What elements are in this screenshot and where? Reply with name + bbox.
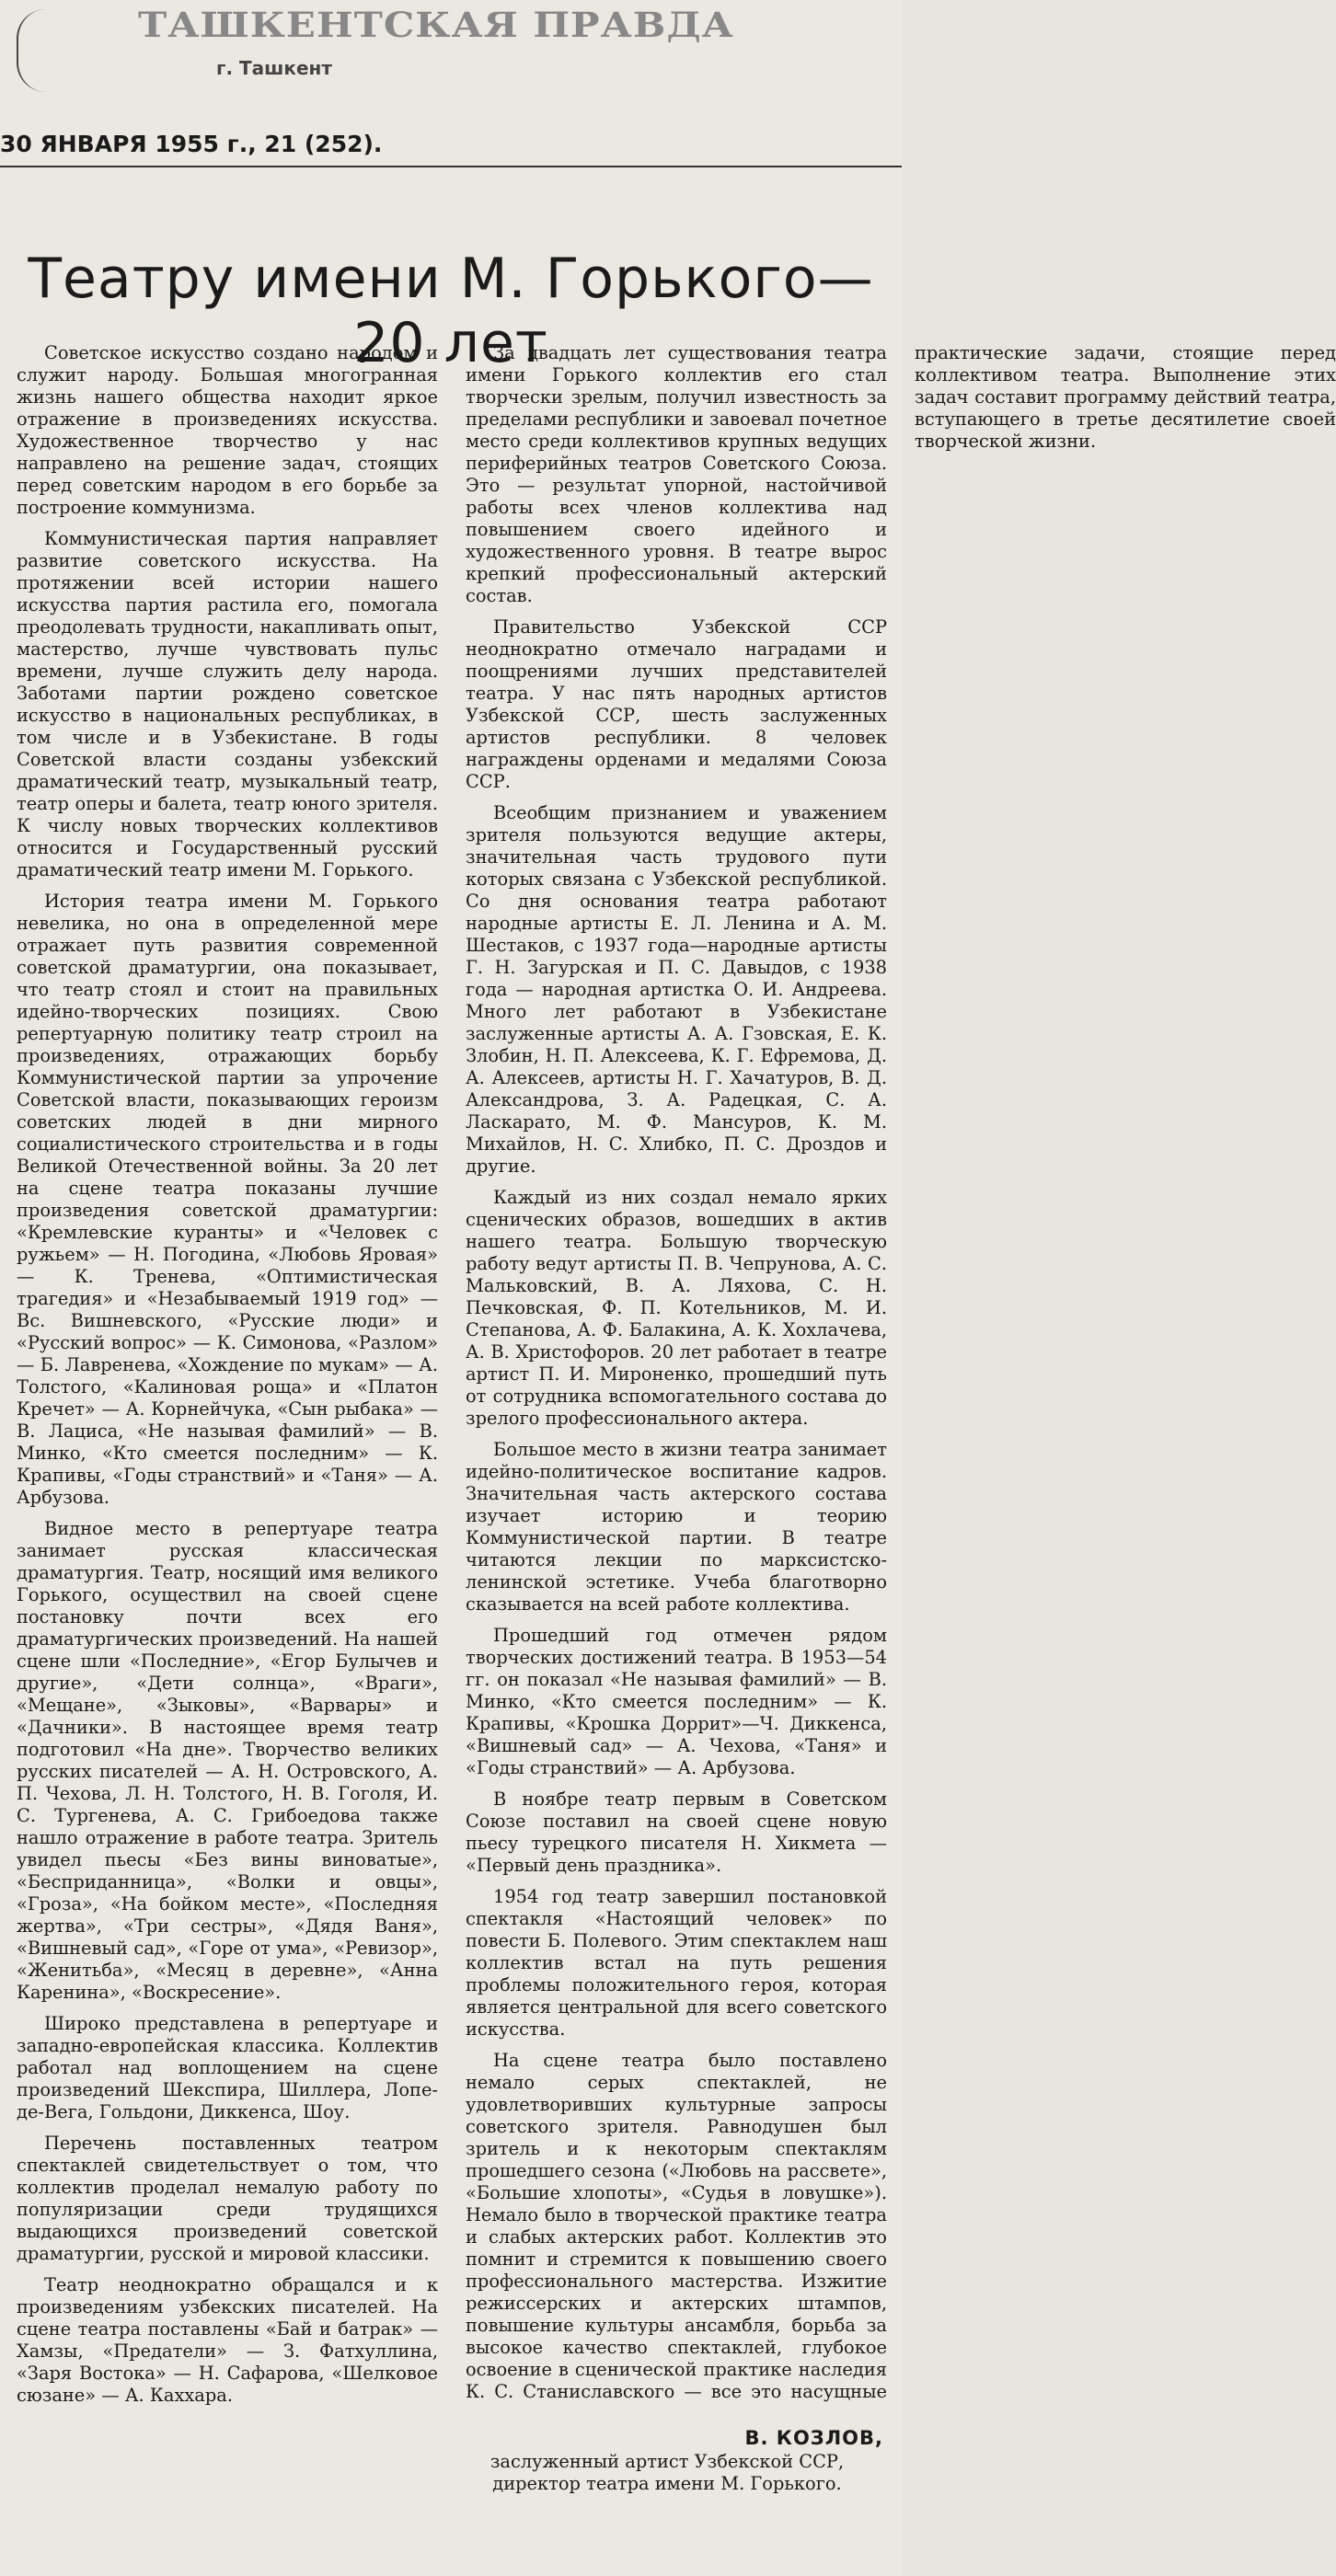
- article-paragraph: Всеобщим признанием и уважением зрителя пользуются ведущие актеры, значительная часть трудового пути которых связана с Узбекской республикой. Со дня основания театра работают народные артисты Е. Л. Ленина и А. М. Шестаков, с 1937 года—народные артисты Г. Н. Загурская и П. С. Давыдов, с 1938 года — народная артистка О. И. Андреева. Много лет работают в Узбекистане заслуженные артисты А. А. Гзовская, Е. К. Злобин, Н. П. Алексеева, К. Г. Ефремова, Д. А. Алексеев, артисты Н. Г. Хачатуров, В. Д. Александрова, З. А. Радецкая, С. А. Ласкарато, М. Ф. Мансуров, К. М. Михайлов, Н. С. Хлибко, П. С. Дроздов и другие.: [466, 802, 887, 1177]
- article-paragraph: За двадцать лет существования театра имени Горького коллектив его стал творчески зрелым, получил известность за пределами республики и завоевал почетное место среди коллективов крупных ведущих периферийных театров Советского Союза. Это — результат упорной, настойчивой работы всех членов коллектива над повышением своего идейного и художественного уровня. В театре вырос крепкий профессиональный актерский состав.: [466, 342, 887, 606]
- issue-dateline: 30 ЯНВАРЯ 1955 г., 21 (252).: [0, 131, 383, 157]
- article-paragraph: Прошедший год отмечен рядом творческих достижений театра. В 1953—54 гг. он показал «Не называя фамилий» — В. Минко, «Кто смеется последним» — К. Крапивы, «Крошка Доррит»—Ч. Диккенса, «Вишневый сад» — А. Чехова, «Таня» и «Годы странствий» — А. Арбузова.: [466, 1625, 887, 1778]
- article-paragraph: Широко представлена в репертуаре и западно-европейская классика. Коллектив работал над воплощением на сцене произведений Шекспира, Шиллера, Лопе-де-Вега, Гольдони, Диккенса, Шоу.: [17, 2013, 438, 2122]
- article-paragraph: Большое место в жизни театра занимает идейно-политическое воспитание кадров. Значительная часть актерского состава изучает историю и теорию Коммунистической партии. В театре читаются лекции по марксистско-ленинской эстетике. Учеба благотворно сказывается на всей работе коллектива.: [466, 1439, 887, 1615]
- article-paragraph: Советское искусство создано народом и служит народу. Большая многогранная жизнь нашего общества находит яркое отражение в произведениях искусства. Художественное творчество у нас направлено на решение задач, стоящих перед советским народом в его борьбе за построение коммунизма.: [17, 342, 438, 518]
- article-paragraph: Каждый из них создал немало ярких сценических образов, вошедших в актив нашего театра. Большую творческую работу ведут артисты П. В. Чепрунова, А. С. Мальковский, В. А. Ляхова, С. Н. Печковская, Ф. П. Котельников, М. И. Степанова, А. Ф. Балакина, А. К. Хохлачева, А. В. Христофоров. 20 лет работает в театре артист П. И. Мироненко, прошедший путь от сотрудника вспомогательного состава до зрелого профессионального актера.: [466, 1187, 887, 1429]
- header-rule: [0, 166, 902, 167]
- article-paragraph: История театра имени М. Горького невелика, но она в определенной мере отражает путь развития современной советской драматургии, она показывает, что театр стоял и стоит на правильных идейно-творческих позициях. Свою репертуарную политику театр строил на произведениях, отражающих борьбу Коммунистической партии за упрочение Советской власти, показывающих героизм советских людей в дни мирного социалистического строительства и в годы Великой Отечественной войны. За 20 лет на сцене театра показаны лучшие произведения советской драматургии: «Кремлевские куранты» и «Человек с ружьем» — Н. Погодина, «Любовь Яровая» — К. Тренева, «Оптимистическая трагедия» и «Незабываемый 1919 год» — Вс. Вишневского, «Русские люди» и «Русский вопрос» — К. Симонова, «Разлом» — Б. Лавренева, «Хождение по мукам» — А. Толстого, «Калиновая роща» и «Платон Кречет» — А. Корнейчука, «Сын рыбака» — В. Лациса, «Не называя фамилий» — В. Минко, «Кто смеется последним» — К. Крапивы, «Годы странствий» и «Таня» — А. Арбузова.: [17, 891, 438, 1508]
- article-paragraph: Коммунистическая партия направляет развитие советского искусства. На протяжении всей истории нашего искусства партия растила его, помогала преодолевать трудности, накапливать опыт, мастерство, лучше чувствовать пульс времени, лучше служить делу народа. Заботами партии рождено советское искусство в национальных республиках, в том числе и в Узбекистане. В годы Советской власти созданы узбекский драматический театр, музыкальный театр, театр оперы и балета, театр юного зрителя. К числу новых творческих коллективов относится и Государственный русский драматический театр имени М. Горького.: [17, 528, 438, 880]
- article-signature: [451, 2427, 883, 2495]
- article-paragraph: Перечень поставленных театром спектаклей свидетельствует о том, что коллектив проделал немалую работу по популяризации среди трудящихся выдающихся произведений советской драматургии, русской и мировой классики.: [17, 2133, 438, 2264]
- article-paragraph: Театр неоднократно обращался и к произведениям узбекских писателей. На сцене театра поставлены «Бай и батрак» — Хамзы, «Предатели» — З. Фатхуллина, «Заря Востока» — Н. Сафарова, «Шелковое сюзане» — А. Каххара.: [17, 2274, 438, 2406]
- article-paragraph: Видное место в репертуаре театра занимает русская классическая драматургия. Театр, носящий имя великого Горького, осуществил на своей сцене постановку почти всех его драматургических произведений. На нашей сцене шли «Последние», «Егор Булычев и другие», «Дети солнца», «Враги», «Мещане», «Зыковы», «Варвары» и «Дачники». В настоящее время театр подготовил «На дне». Творчество великих русских писателей — А. Н. Островского, А. П. Чехова, Л. Н. Толстого, Н. В. Гоголя, И. С. Тургенева, А. С. Грибоедова также нашло отражение в работе театра. Зритель увидел пьесы «Без вины виноватые», «Бесприданница», «Волки и овцы», «Гроза», «На бойком месте», «Последняя жертва», «Три сестры», «Дядя Ваня», «Вишневый сад», «Горе от ума», «Ревизор», «Женитьба», «Месяц в деревне», «Анна Каренина», «Воскресение».: [17, 1518, 438, 2003]
- newspaper-city: г. Ташкент: [216, 57, 332, 79]
- author-name: В. КОЗЛОВ,: [744, 2427, 883, 2449]
- header-bracket-mark: [17, 9, 46, 92]
- clipping-header: [0, 0, 902, 175]
- author-title: заслуженный артист Узбекской ССР, директор театра имени М. Горького.: [489, 2451, 845, 2494]
- article-paragraph: 1954 год театр завершил постановкой спектакля «Настоящий человек» по повести Б. Полевого. Этим спектаклем наш коллектив встал на путь решения проблемы положительного героя, которая является центральной для всего советского искусства.: [466, 1886, 887, 2040]
- article-paragraph: На сцене театра было поставлено немало серых спектаклей, не удовлетворивших культурные запросы советского зрителя. Равнодушен был зритель и к некоторым спектаклям прошедшего сезона («Любовь на рассвете», «Большие хлопоты», «Судья в ловушке»). Немало было в творческой практике театра и слабых актерских работ. Коллектив это помнит и стремится к повышению своего профессионального мастерства. Изжитие режиссерских и актерских штампов, повышение культуры ансамбля, борьба за высокое качество спектаклей, глубокое освоение в сценической практике наследия К. С. Станиславского — все это насущные практические задачи, стоящие перед коллективом театра. Выполнение этих задач составит программу действий театра, вступающего в третье десятилетие своей творческой жизни.: [466, 342, 1336, 2402]
- article-paragraph: В ноябре театр первым в Советском Союзе поставил на своей сцене новую пьесу турецкого писателя Н. Хикмета — «Первый день праздника».: [466, 1788, 887, 1876]
- newspaper-masthead: ТАШКЕНТСКАЯ ПРАВДА: [138, 5, 734, 46]
- article-headline: Театру имени М. Горького— 20 лет: [28, 247, 874, 376]
- article-body: [17, 342, 1336, 2421]
- article-paragraph: Правительство Узбекской ССР неоднократно отмечало наградами и поощрениями лучших представителей театра. У нас пять народных артистов Узбекской ССР, шесть заслуженных артистов республики. 8 человек награждены орденами и медалями Союза ССР.: [466, 616, 887, 792]
